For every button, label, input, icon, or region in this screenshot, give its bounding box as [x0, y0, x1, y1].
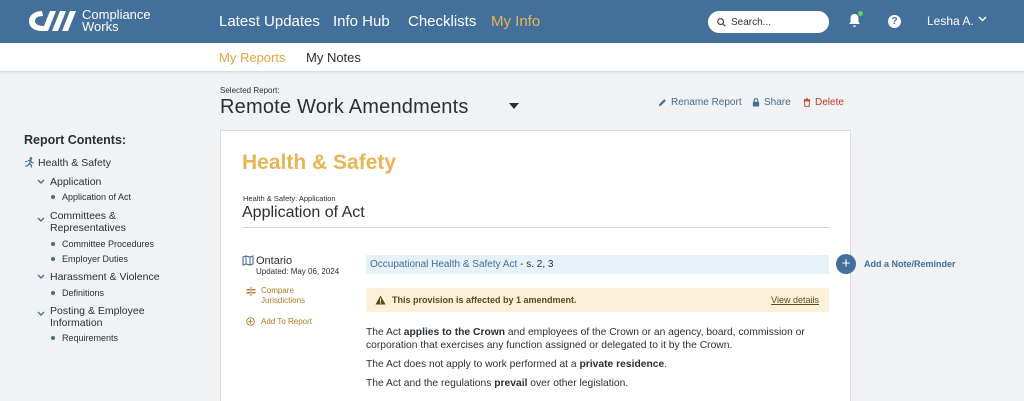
pencil-icon: [658, 98, 667, 107]
map-icon: [242, 255, 254, 266]
bullet: [51, 336, 55, 340]
report-content-card: [220, 130, 851, 401]
share-button[interactable]: [752, 97, 791, 108]
divider: [242, 227, 830, 228]
lock-icon: [752, 98, 760, 107]
add-to-report-link[interactable]: Add To Report: [261, 317, 312, 326]
chevron-down-icon[interactable]: [37, 274, 45, 280]
add-note-label: Add a Note/Reminder: [864, 259, 956, 269]
toc-group-committees-line-1: Committees &: [50, 210, 116, 222]
brand-name: [82, 9, 151, 33]
brand-line-2: Works: [82, 19, 119, 34]
search-input[interactable]: [708, 11, 829, 33]
top-nav-bar: [0, 0, 1024, 43]
p1-part-a: The Act: [366, 327, 404, 338]
toc-group-posting[interactable]: [50, 305, 145, 329]
p3-part-c: over other legislation.: [527, 378, 629, 389]
chevron-down-icon[interactable]: [978, 16, 987, 22]
jurisdiction-name: Ontario: [256, 255, 293, 267]
bullet: [51, 195, 55, 199]
brand-line-1: Compliance: [82, 7, 151, 22]
toc-root-health-safety[interactable]: Health & Safety: [38, 157, 111, 169]
section-heading: Health & Safety: [242, 151, 397, 174]
notification-dot: [858, 11, 863, 16]
share-label: Share: [764, 97, 791, 108]
delete-label: Delete: [815, 97, 844, 108]
act-section: - s. 2, 3: [517, 259, 554, 270]
provision-paragraph-2: [366, 359, 836, 372]
report-title-dropdown[interactable]: Remote Work Amendments: [220, 96, 469, 118]
toc-group-application[interactable]: Application: [50, 176, 102, 188]
breadcrumb: Health & Safety: Application: [243, 194, 336, 203]
nav-my-info[interactable]: My Info: [491, 13, 541, 30]
provision-paragraph-3: [366, 378, 836, 391]
toc-item-application-of-act[interactable]: Application of Act: [62, 192, 132, 202]
p3-part-b: prevail: [494, 378, 528, 389]
add-circle-icon: [246, 317, 255, 326]
toc-item-employer-duties[interactable]: Employer Duties: [62, 254, 129, 264]
nav-latest-updates[interactable]: Latest Updates: [219, 13, 320, 30]
toc-group-posting-line-1: Posting & Employee: [50, 305, 145, 317]
walking-person-icon: [24, 157, 35, 168]
nav-info-hub[interactable]: Info Hub: [333, 13, 390, 30]
delete-button[interactable]: [803, 97, 844, 108]
tab-my-reports[interactable]: My Reports: [219, 50, 286, 65]
sub-nav-bar: [0, 43, 1024, 72]
warning-text: This provision is affected by 1 amendment.: [392, 295, 577, 305]
selected-report-label: Selected Report:: [220, 86, 280, 95]
help-icon[interactable]: ?: [888, 15, 901, 28]
compare-icon: [246, 287, 256, 296]
act-name-link[interactable]: Occupational Health & Safety Act: [370, 259, 518, 270]
caret-down-icon[interactable]: [509, 103, 519, 110]
toc-item-definitions[interactable]: Definitions: [62, 288, 105, 298]
toc-group-committees[interactable]: [50, 210, 126, 234]
provision-paragraph-1: [366, 327, 836, 352]
chevron-down-icon[interactable]: [37, 311, 45, 317]
toc-item-committee-procedures[interactable]: Committee Procedures: [62, 239, 155, 249]
view-details-link[interactable]: View details: [771, 295, 819, 305]
compare-line-2: Jurisdictions: [261, 296, 306, 305]
plus-icon: +: [836, 254, 856, 274]
user-menu[interactable]: Lesha A.: [927, 14, 974, 28]
bullet: [51, 291, 55, 295]
chevron-down-icon[interactable]: [37, 179, 45, 185]
p2-part-a: The Act does not apply to work performed at a: [366, 359, 580, 370]
warning-icon: [375, 295, 386, 305]
compare-line-1: Compare: [261, 286, 294, 295]
toc-group-committees-line-2: Representatives: [50, 222, 126, 234]
toc-group-posting-line-2: Information: [50, 317, 103, 329]
amendment-warning: [366, 288, 829, 312]
p1-part-b: applies to the Crown: [403, 327, 506, 338]
toc-item-requirements[interactable]: Requirements: [62, 333, 119, 343]
jurisdiction-updated: Updated: May 06, 2024: [256, 267, 340, 276]
rename-report-button[interactable]: [658, 97, 742, 108]
trash-icon: [803, 98, 811, 107]
topic-heading: Application of Act: [242, 204, 365, 221]
p2-part-c: .: [664, 359, 668, 370]
add-note-reminder-button[interactable]: [836, 254, 956, 274]
p1-part-c: and employees of the Crown or an agency, board, commission or corporation that exercises any function assigned or delegated to it by the Crown.: [366, 327, 805, 351]
p2-part-b: private residence: [579, 359, 665, 370]
compare-jurisdictions-link[interactable]: [261, 286, 305, 306]
toc-group-harassment[interactable]: Harassment & Violence: [50, 271, 160, 283]
bullet: [51, 257, 55, 261]
search-icon: [717, 18, 726, 27]
search-placeholder: Search...: [731, 16, 772, 28]
tab-my-notes[interactable]: My Notes: [306, 50, 361, 65]
rename-report-label: Rename Report: [671, 97, 742, 108]
brand-logo[interactable]: [28, 9, 151, 33]
nav-checklists[interactable]: Checklists: [408, 13, 477, 30]
bullet: [51, 242, 55, 246]
p3-part-a: The Act and the regulations: [366, 378, 495, 389]
act-reference: [370, 259, 553, 270]
chevron-down-icon[interactable]: [37, 217, 45, 223]
act-reference-bar: [366, 255, 829, 274]
report-contents-title: Report Contents:: [24, 133, 127, 147]
brand-logo-icon: [28, 9, 76, 33]
